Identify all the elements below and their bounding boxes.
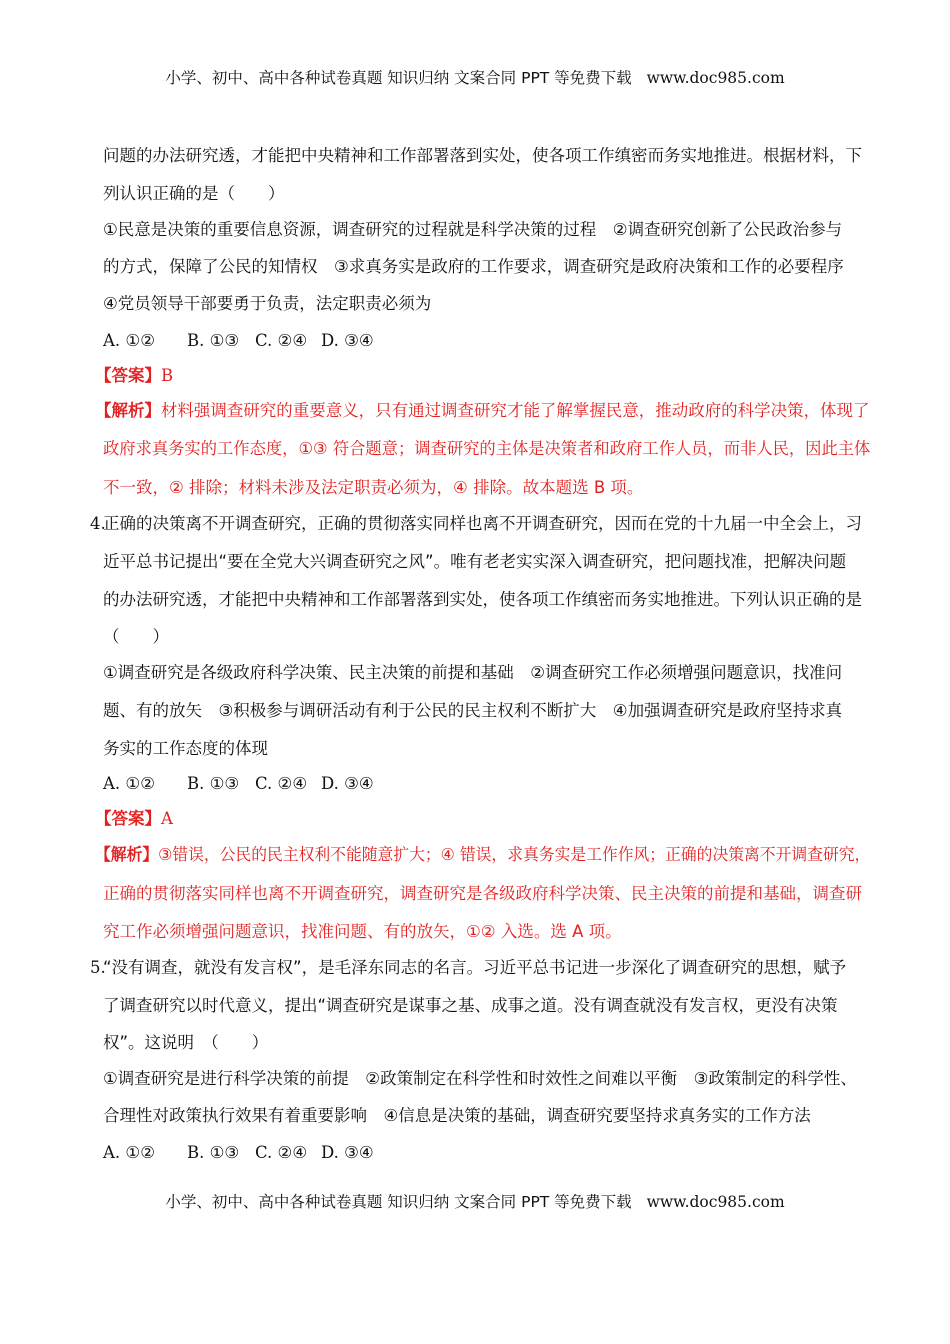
answer-value: A — [161, 809, 173, 828]
analysis-text: 材料强调查研究的重要意义，只有通过调查研究才能了解掌握民意，推动政府的科学决策，体现了 — [160, 401, 870, 420]
answer-label: 【答案】 — [95, 809, 161, 828]
header-site: www.doc985.com — [646, 69, 785, 87]
q5-option-line: 合理性对政策执行效果有着重要影响 ④信息是决策的基础，调查研究要坚持求真务实的工作方法 — [103, 1106, 811, 1125]
q3-analysis-line: 不一致，② 排除；材料未涉及法定职责必须为，④ 排除。故本题选 B 项。 — [103, 478, 644, 497]
q5-choices — [103, 1143, 374, 1163]
q3-answer — [95, 366, 173, 386]
analysis-label: 【解析】 — [95, 845, 159, 864]
analysis-text: ③错误，公民的民主权利不能随意扩大；④ 错误，求真务实是工作作风；正确的决策离不开调查研究， — [158, 845, 871, 864]
choice-c: C. ②④ — [255, 1143, 308, 1162]
choice-c: C. ②④ — [255, 774, 308, 793]
q4-number: 4. — [90, 514, 106, 533]
q4-answer — [95, 809, 173, 829]
choice-d: D. ③④ — [321, 331, 374, 350]
q4-option-line: 题、有的放矢 ③积极参与调研活动有利于公民的民主权利不断扩大 ④加强调查研究是政府坚持求真 — [103, 701, 843, 720]
choice-a: A. ①② — [103, 1143, 155, 1162]
q5-option-line: ①调查研究是进行科学决策的前提 ②政策制定在科学性和时效性之间难以平衡 ③政策制定的科学性、 — [103, 1069, 857, 1088]
choice-c: C. ②④ — [255, 331, 308, 350]
q4-option-line: ①调查研究是各级政府科学决策、民主决策的前提和基础 ②调查研究工作必须增强问题意识，找准问 — [103, 663, 843, 682]
q4-stem-line: 正确的决策离不开调查研究，正确的贯彻落实同样也离不开调查研究，因而在党的十九届一中全会上，习 — [103, 514, 862, 533]
footer-text: 小学、初中、高中各种试卷真题 知识归纳 文案合同 PPT 等免费下载 — [165, 1193, 632, 1211]
page-footer — [0, 1190, 950, 1212]
q5-stem-line: 权”。这说明 （ ） — [103, 1033, 269, 1052]
q4-analysis-line: 究工作必须增强问题意识，找准问题、有的放矢，①② 入选。选 A 项。 — [103, 922, 622, 941]
footer-site: www.doc985.com — [646, 1193, 785, 1211]
q4-stem-line: 近平总书记提出“要在全党大兴调查研究之风”。唯有老老实实深入调查研究，把问题找准，把解决问题 — [103, 552, 847, 571]
answer-value: B — [161, 366, 174, 385]
choice-d: D. ③④ — [321, 774, 374, 793]
q3-option-line: ④党员领导干部要勇于负责，法定职责必须为 — [103, 294, 432, 313]
choice-b: B. ①③ — [187, 1143, 240, 1162]
q3-choices — [103, 331, 374, 351]
q4-stem-line: 的办法研究透，才能把中央精神和工作部署落到实处，使各项工作缜密而务实地推进。下列认识正确的是 — [103, 590, 862, 609]
q4-analysis-line — [95, 845, 870, 865]
answer-label: 【答案】 — [95, 366, 161, 385]
q4-analysis-line: 正确的贯彻落实同样也离不开调查研究，调查研究是各级政府科学决策、民主决策的前提和基础，调查研 — [103, 884, 862, 903]
choice-b: B. ①③ — [187, 774, 240, 793]
q4-option-line: 务实的工作态度的体现 — [103, 739, 268, 758]
q3-option-line: ①民意是决策的重要信息资源，调查研究的过程就是科学决策的过程 ②调查研究创新了公民政治参与 — [103, 220, 843, 239]
q3-stem-line: 列认识正确的是（ ） — [103, 184, 285, 203]
q5-number: 5. — [90, 958, 106, 977]
analysis-label: 【解析】 — [95, 401, 161, 420]
choice-a: A. ①② — [103, 331, 155, 350]
q4-stem-line: （ ） — [103, 627, 169, 646]
q3-option-line: 的方式，保障了公民的知情权 ③求真务实是政府的工作要求，调查研究是政府决策和工作的必要程序 — [103, 257, 844, 276]
q3-stem-line: 问题的办法研究透，才能把中央精神和工作部署落到实处，使各项工作缜密而务实地推进。根据材料，下 — [103, 146, 862, 165]
q5-stem-line: 了调查研究以时代意义，提出“调查研究是谋事之基、成事之道。没有调查就没有发言权，更没有决策 — [103, 996, 838, 1015]
choice-d: D. ③④ — [321, 1143, 374, 1162]
q3-analysis-line: 政府求真务实的工作态度，①③ 符合题意；调查研究的主体是决策者和政府工作人员，而非人民，因此主体 — [103, 439, 871, 458]
q5-stem-line: “没有调查，就没有发言权”，是毛泽东同志的名言。习近平总书记进一步深化了调查研究的思想，赋予 — [103, 958, 847, 977]
choice-b: B. ①③ — [187, 331, 240, 350]
q3-analysis-line — [95, 401, 869, 421]
choice-a: A. ①② — [103, 774, 155, 793]
header-text: 小学、初中、高中各种试卷真题 知识归纳 文案合同 PPT 等免费下载 — [165, 69, 632, 87]
q4-choices — [103, 774, 374, 794]
page-header — [0, 66, 950, 88]
